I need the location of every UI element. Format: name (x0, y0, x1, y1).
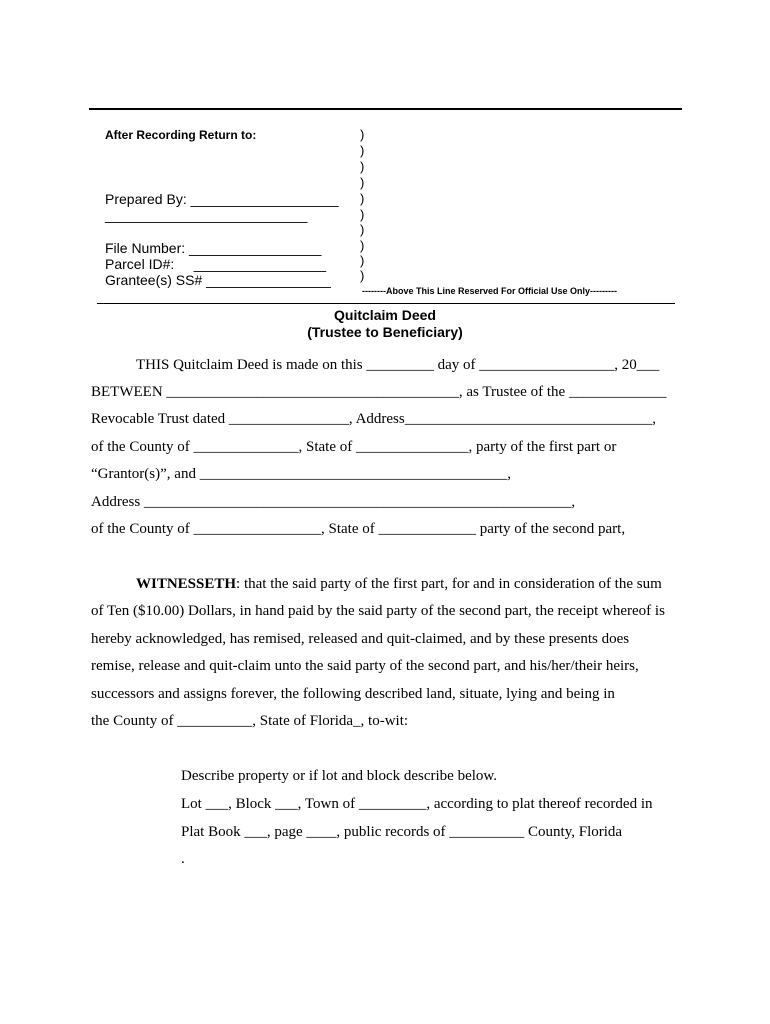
paren-3: ) (360, 159, 365, 174)
property-line-3: Plat Book ___, page ____, public records of __________ County, Florida (181, 824, 623, 840)
official-use-rule (97, 303, 675, 304)
deed-subtitle: (Trustee to Beneficiary) (307, 324, 463, 340)
paren-2: ) (360, 143, 365, 158)
top-rule (89, 108, 682, 110)
parties-line-7: of the County of _________________, State of _____________ party of the second part, (91, 521, 626, 537)
parties-line-3: Revocable Trust dated ________________, Address_________________________________, (91, 411, 656, 427)
deed-title: Quitclaim Deed (334, 307, 436, 323)
paren-5: ) (360, 191, 365, 206)
parties-line-6: Address _________________________________________________________, (91, 494, 576, 510)
paren-1: ) (360, 127, 365, 142)
file-number-field: File Number: _________________ (105, 240, 322, 256)
property-line-4: . (181, 851, 185, 867)
prepared-by-line2: __________________________ (105, 207, 308, 223)
grantee-ss-field: Grantee(s) SS# ________________ (105, 272, 331, 288)
witnesseth-line-5: successors and assigns forever, the following described land, situate, lying and being in (91, 686, 615, 702)
prepared-by-field: Prepared By: ___________________ (105, 191, 339, 207)
witnesseth-line-4: remise, release and quit-claim unto the said party of the second part, and his/her/their heirs, (91, 658, 639, 674)
witnesseth-line-6: the County of __________, State of Florida_, to-wit: (91, 713, 409, 729)
paren-4: ) (360, 175, 365, 190)
parties-line-2: BETWEEN _______________________________________, as Trustee of the _____________ (91, 384, 667, 400)
parties-line-5: “Grantor(s)”, and _________________________________________, (91, 466, 511, 482)
return-to-label: After Recording Return to: (105, 128, 257, 142)
reserved-note: --------Above This Line Reserved For Official Use Only--------- (362, 286, 618, 296)
property-line-2: Lot ___, Block ___, Town of _________, according to plat thereof recorded in (181, 796, 653, 812)
paren-10: ) (360, 268, 365, 283)
witnesseth-line-3: hereby acknowledged, has remised, released and quit-claimed, and by these presents does (91, 631, 630, 647)
witnesseth-line-2: of Ten ($10.00) Dollars, in hand paid by the said party of the second part, the receipt whereof is (91, 603, 665, 619)
property-line-1: Describe property or if lot and block describe below. (181, 768, 498, 784)
witnesseth-line-1-text: : that the said party of the first part, for and in consideration of the sum (236, 576, 662, 592)
paren-6: ) (360, 207, 365, 222)
paren-7: ) (360, 222, 365, 237)
parties-line-4: of the County of ______________, State of _______________, party of the first part or (91, 439, 617, 455)
paren-9: ) (360, 253, 365, 268)
parties-line-1: THIS Quitclaim Deed is made on this _________ day of __________________, 20___ (136, 357, 660, 373)
witnesseth-line-1 (136, 576, 662, 593)
parcel-id-field: Parcel ID#: _________________ (105, 256, 327, 272)
paren-8: ) (360, 238, 365, 253)
witnesseth-label: WITNESSETH (136, 576, 237, 592)
